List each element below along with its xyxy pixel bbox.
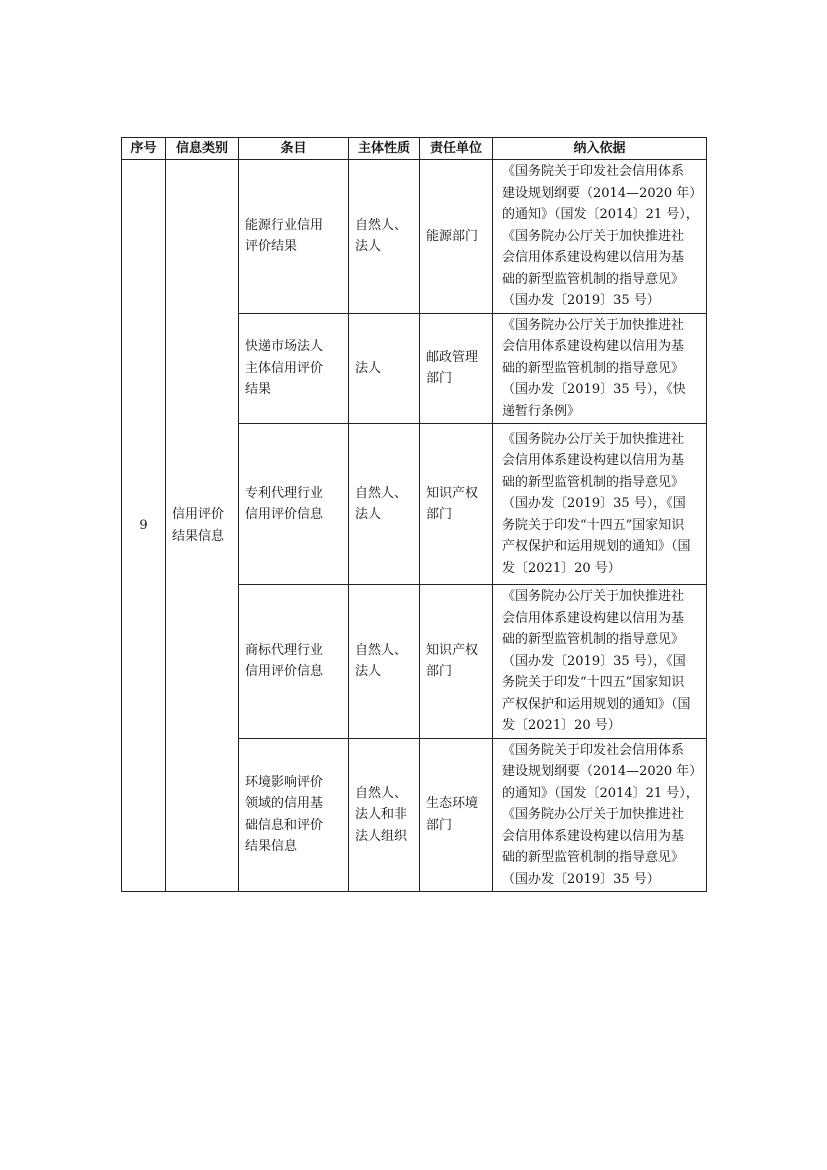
cell-text-line: 的通知》（国发〔2014〕21 号），	[502, 785, 699, 801]
cell-text-line: 自然人、	[355, 642, 408, 658]
table-row	[122, 160, 707, 314]
cell-text-line: 知识产权	[426, 485, 479, 501]
cell-responsible-unit	[420, 585, 493, 739]
cell-text-line: （国办发〔2019〕35 号），《国	[502, 496, 686, 512]
cell-text-line: 部门	[426, 817, 453, 833]
cell-text-line: 发〔2021〕20 号）	[502, 560, 621, 576]
cell-text-line: 自然人、	[355, 785, 408, 801]
cell-text-line: 会信用体系建设构建以信用为基	[502, 250, 685, 265]
cell-text-line: 础的新型监管机制的指导意见》	[502, 474, 685, 490]
cell-text-line: 结果	[245, 382, 272, 397]
header-info-category: 信息类别	[166, 138, 239, 160]
credit-info-table	[121, 137, 707, 892]
cell-text-line: （国办发〔2019〕35 号）	[502, 871, 660, 887]
cell-text-line: 础的新型监管机制的指导意见》	[502, 850, 685, 865]
cell-text-line: 《国务院办公厅关于加快推进社	[502, 431, 685, 447]
cell-text-line: 《国务院办公厅关于加快推进社	[502, 807, 685, 822]
cell-item	[239, 424, 349, 585]
cell-basis	[493, 585, 707, 739]
cell-subject-type	[349, 738, 420, 892]
cell-basis	[493, 313, 707, 424]
cell-text-line: 《国务院办公厅关于加快推进社	[502, 589, 685, 604]
cell-text-line: 环境影响评价	[245, 774, 324, 790]
cell-text-line: 快递市场法人	[245, 339, 324, 354]
cell-text-line: 生态环境	[426, 796, 479, 812]
cell-text-line: 结果信息	[245, 839, 298, 855]
cell-text-line: 建设规划纲要（2014—2020 年）	[502, 185, 703, 201]
header-row	[122, 138, 707, 160]
cell-text-line: （国办发〔2019〕35 号），《快	[502, 382, 686, 397]
cell-text-line: 主体信用评价	[245, 360, 324, 376]
cell-text-line: 评价结果	[245, 239, 298, 255]
cell-subject-type	[349, 313, 420, 424]
cell-item	[239, 313, 349, 424]
cell-text-line: 递暂行条例》	[502, 403, 581, 419]
cell-text-line: 邮政管理	[426, 349, 479, 365]
header-subject-type: 主体性质	[349, 138, 420, 160]
cell-serial-number: 9	[122, 160, 166, 892]
cell-text-line: 础的新型监管机制的指导意见》	[502, 632, 685, 647]
cell-text-line: 法人	[355, 507, 382, 522]
header-item: 条目	[239, 138, 349, 160]
cell-text-line: 部门	[426, 371, 453, 387]
cell-text-line: 法人和非	[355, 807, 408, 822]
header-serial-number: 序号	[122, 138, 166, 160]
cell-text-line: 础信息和评价	[245, 817, 324, 833]
cell-text-line: （国办发〔2019〕35 号），《国	[502, 653, 686, 669]
cell-text-line: 领域的信用基	[245, 796, 324, 812]
cell-responsible-unit	[420, 313, 493, 424]
cell-text-line: 能源部门	[426, 228, 479, 244]
cell-item	[239, 585, 349, 739]
cell-text-line: 务院关于印发“十四五”国家知识	[502, 675, 685, 690]
cell-basis	[493, 424, 707, 585]
cell-text-line: 会信用体系建设构建以信用为基	[502, 453, 685, 469]
cell-text-line: 信用评价	[172, 507, 225, 522]
cell-responsible-unit	[420, 738, 493, 892]
cell-text-line: 础的新型监管机制的指导意见》	[502, 271, 685, 287]
cell-text-line: 商标代理行业	[245, 642, 324, 658]
cell-basis	[493, 160, 707, 314]
cell-subject-type	[349, 160, 420, 314]
header-basis: 纳入依据	[493, 138, 707, 160]
cell-text-line: 自然人、	[355, 485, 408, 501]
cell-subject-type	[349, 585, 420, 739]
cell-text-line: 部门	[426, 664, 453, 680]
cell-text-line: 自然人、	[355, 217, 408, 233]
cell-text-line: 会信用体系建设构建以信用为基	[502, 828, 685, 844]
cell-item	[239, 738, 349, 892]
cell-text-line: 《国务院办公厅关于加快推进社	[502, 228, 685, 244]
cell-text-line: 产权保护和运用规划的通知》（国	[502, 539, 691, 555]
cell-text-line: （国办发〔2019〕35 号）	[502, 293, 660, 308]
cell-text-line: 部门	[426, 507, 453, 522]
cell-text-line: 会信用体系建设构建以信用为基	[502, 339, 685, 354]
cell-text-line: 会信用体系建设构建以信用为基	[502, 610, 685, 626]
cell-text-line: 结果信息	[172, 528, 225, 544]
cell-text-line: 专利代理行业	[245, 485, 324, 501]
cell-info-category	[166, 160, 239, 892]
cell-text-line: 《国务院关于印发社会信用体系	[502, 742, 685, 758]
cell-text-line: 务院关于印发“十四五”国家知识	[502, 517, 685, 533]
header-responsible-unit: 责任单位	[420, 138, 493, 160]
cell-text-line: 的通知》（国发〔2014〕21 号），	[502, 207, 699, 222]
cell-text-line: 建设规划纲要（2014—2020 年）	[502, 764, 703, 779]
cell-text-line: 法人	[355, 239, 382, 255]
cell-text-line: 法人	[355, 360, 382, 376]
cell-text-line: 础的新型监管机制的指导意见》	[502, 360, 685, 376]
cell-text-line: 信用评价信息	[245, 507, 324, 522]
cell-text-line: 《国务院关于印发社会信用体系	[502, 164, 685, 179]
cell-responsible-unit	[420, 424, 493, 585]
cell-responsible-unit	[420, 160, 493, 314]
cell-text-line: 发〔2021〕20 号）	[502, 718, 621, 733]
cell-text-line: 信用评价信息	[245, 664, 324, 680]
cell-text-line: 法人	[355, 664, 382, 680]
cell-subject-type	[349, 424, 420, 585]
cell-text-line: 知识产权	[426, 642, 479, 658]
cell-item	[239, 160, 349, 314]
cell-text-line: 能源行业信用	[245, 217, 324, 233]
cell-basis	[493, 738, 707, 892]
cell-text-line: 法人组织	[355, 828, 408, 844]
cell-text-line: 《国务院办公厅关于加快推进社	[502, 317, 685, 333]
cell-text-line: 产权保护和运用规划的通知》（国	[502, 696, 691, 712]
